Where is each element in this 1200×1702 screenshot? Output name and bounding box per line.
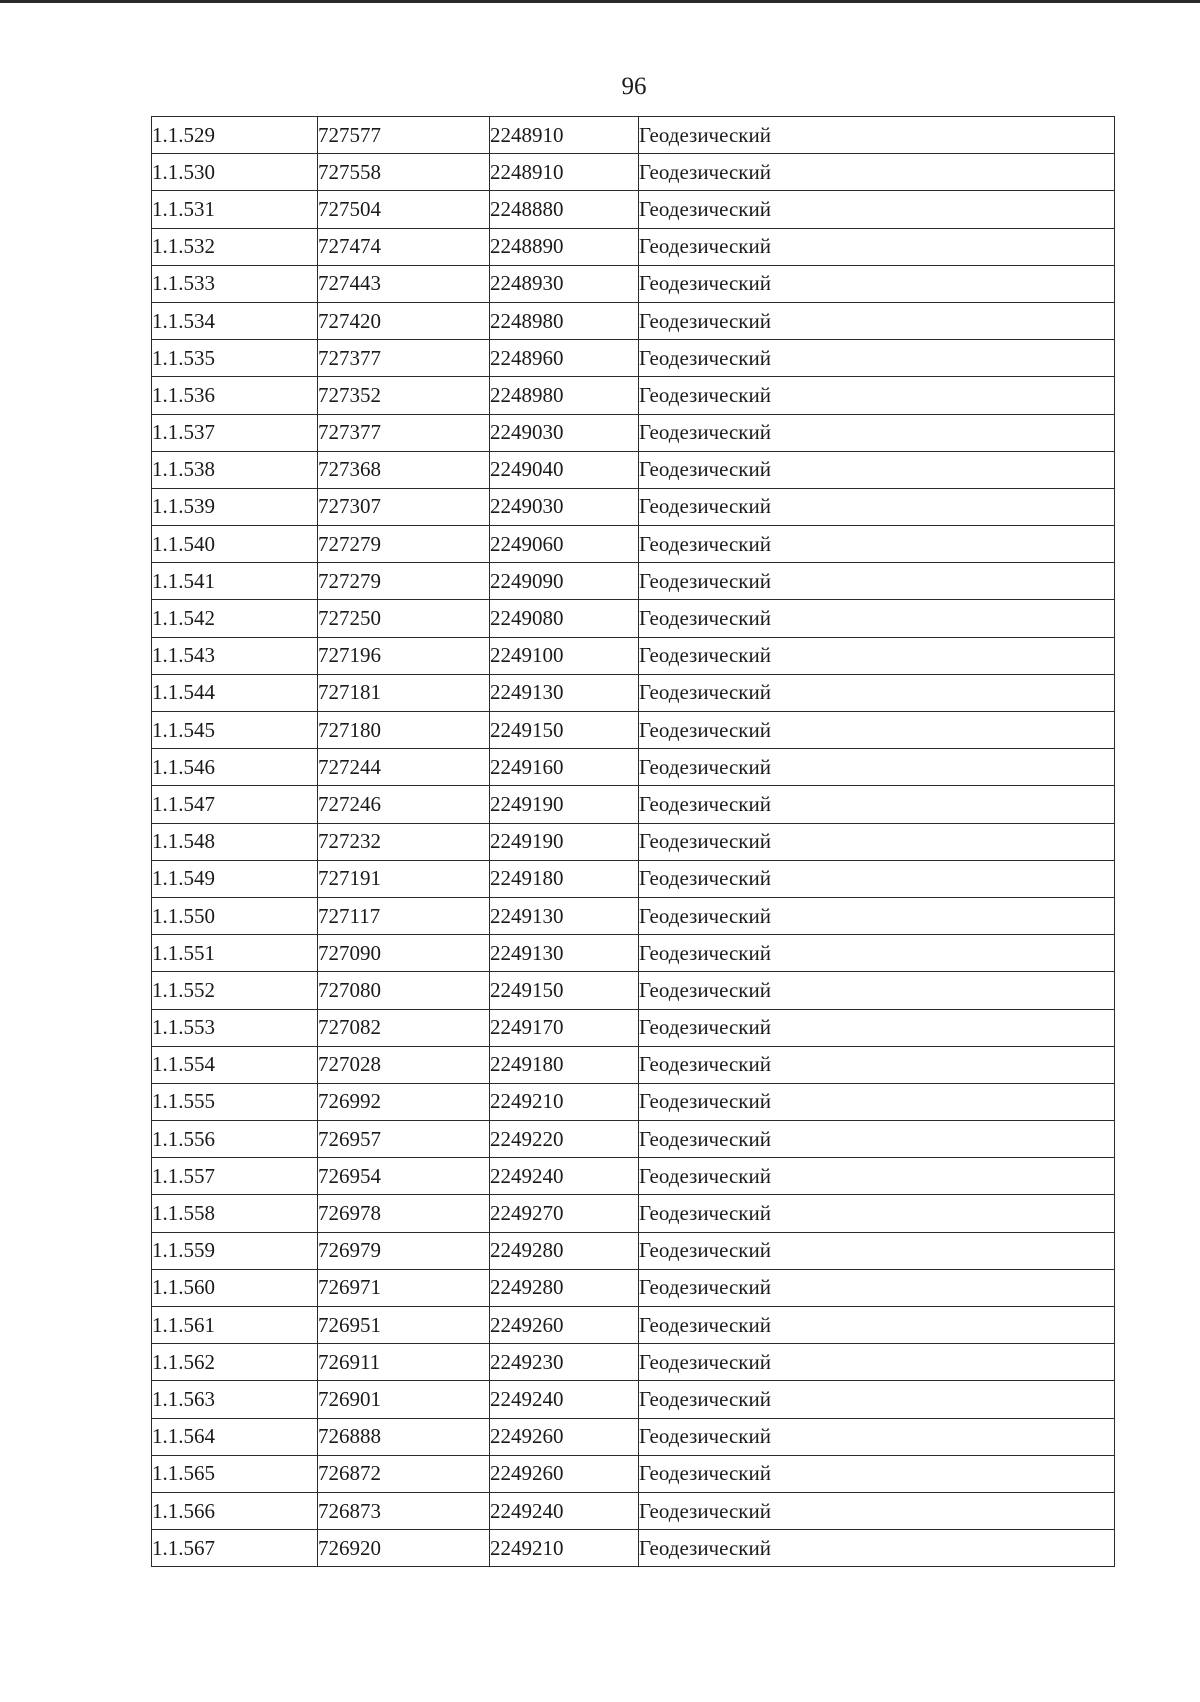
point-type-cell: Геодезический (639, 488, 1115, 525)
table-row (152, 637, 1115, 674)
point-number-cell: 1.1.564 (152, 1418, 318, 1455)
point-type-cell: Геодезический (639, 1121, 1115, 1158)
point-type-cell: Геодезический (639, 749, 1115, 786)
x-coordinate-cell: 727244 (318, 749, 490, 786)
x-coordinate-cell: 727250 (318, 600, 490, 637)
x-coordinate-cell: 726872 (318, 1455, 490, 1492)
point-number-cell: 1.1.531 (152, 191, 318, 228)
y-coordinate-cell: 2249040 (490, 451, 639, 488)
y-coordinate-cell: 2248890 (490, 228, 639, 265)
point-type-cell: Геодезический (639, 1530, 1115, 1567)
table-row (152, 749, 1115, 786)
x-coordinate-cell: 726978 (318, 1195, 490, 1232)
table-row (152, 191, 1115, 228)
y-coordinate-cell: 2249170 (490, 1009, 639, 1046)
table-row (152, 1307, 1115, 1344)
y-coordinate-cell: 2249100 (490, 637, 639, 674)
table-row (152, 228, 1115, 265)
point-number-cell: 1.1.547 (152, 786, 318, 823)
point-number-cell: 1.1.556 (152, 1121, 318, 1158)
y-coordinate-cell: 2249270 (490, 1195, 639, 1232)
point-type-cell: Геодезический (639, 228, 1115, 265)
point-type-cell: Геодезический (639, 637, 1115, 674)
point-type-cell: Геодезический (639, 1344, 1115, 1381)
x-coordinate-cell: 727279 (318, 526, 490, 563)
y-coordinate-cell: 2249160 (490, 749, 639, 786)
point-number-cell: 1.1.536 (152, 377, 318, 414)
y-coordinate-cell: 2249150 (490, 712, 639, 749)
table-row (152, 1492, 1115, 1529)
x-coordinate-cell: 727377 (318, 340, 490, 377)
point-number-cell: 1.1.552 (152, 972, 318, 1009)
y-coordinate-cell: 2249130 (490, 897, 639, 934)
x-coordinate-cell: 727352 (318, 377, 490, 414)
table-row (152, 1530, 1115, 1567)
point-number-cell: 1.1.560 (152, 1269, 318, 1306)
x-coordinate-cell: 726920 (318, 1530, 490, 1567)
point-number-cell: 1.1.558 (152, 1195, 318, 1232)
table-row (152, 897, 1115, 934)
x-coordinate-cell: 726957 (318, 1121, 490, 1158)
y-coordinate-cell: 2249220 (490, 1121, 639, 1158)
y-coordinate-cell: 2248930 (490, 265, 639, 302)
table-row (152, 1418, 1115, 1455)
y-coordinate-cell: 2249280 (490, 1269, 639, 1306)
y-coordinate-cell: 2249180 (490, 1046, 639, 1083)
y-coordinate-cell: 2248910 (490, 117, 639, 154)
table-row (152, 526, 1115, 563)
x-coordinate-cell: 726954 (318, 1158, 490, 1195)
y-coordinate-cell: 2249210 (490, 1083, 639, 1120)
point-type-cell: Геодезический (639, 1046, 1115, 1083)
table-row (152, 860, 1115, 897)
x-coordinate-cell: 727082 (318, 1009, 490, 1046)
x-coordinate-cell: 726971 (318, 1269, 490, 1306)
point-type-cell: Геодезический (639, 340, 1115, 377)
point-type-cell: Геодезический (639, 1269, 1115, 1306)
point-number-cell: 1.1.566 (152, 1492, 318, 1529)
y-coordinate-cell: 2249240 (490, 1158, 639, 1195)
x-coordinate-cell: 727474 (318, 228, 490, 265)
table-row (152, 712, 1115, 749)
point-number-cell: 1.1.550 (152, 897, 318, 934)
point-type-cell: Геодезический (639, 526, 1115, 563)
x-coordinate-cell: 727191 (318, 860, 490, 897)
point-number-cell: 1.1.530 (152, 154, 318, 191)
point-number-cell: 1.1.562 (152, 1344, 318, 1381)
point-type-cell: Геодезический (639, 860, 1115, 897)
table-row (152, 1232, 1115, 1269)
x-coordinate-cell: 727307 (318, 488, 490, 525)
table-row (152, 265, 1115, 302)
table-row (152, 340, 1115, 377)
y-coordinate-cell: 2249090 (490, 563, 639, 600)
x-coordinate-cell: 727117 (318, 897, 490, 934)
y-coordinate-cell: 2248880 (490, 191, 639, 228)
point-number-cell: 1.1.561 (152, 1307, 318, 1344)
point-type-cell: Геодезический (639, 1195, 1115, 1232)
table-row (152, 1121, 1115, 1158)
table-row (152, 1046, 1115, 1083)
point-type-cell: Геодезический (639, 1418, 1115, 1455)
table-row (152, 1344, 1115, 1381)
table-row (152, 674, 1115, 711)
point-number-cell: 1.1.551 (152, 935, 318, 972)
point-number-cell: 1.1.539 (152, 488, 318, 525)
y-coordinate-cell: 2249260 (490, 1455, 639, 1492)
point-type-cell: Геодезический (639, 154, 1115, 191)
point-type-cell: Геодезический (639, 191, 1115, 228)
y-coordinate-cell: 2249150 (490, 972, 639, 1009)
x-coordinate-cell: 727196 (318, 637, 490, 674)
point-number-cell: 1.1.555 (152, 1083, 318, 1120)
y-coordinate-cell: 2249240 (490, 1381, 639, 1418)
table-row (152, 117, 1115, 154)
point-type-cell: Геодезический (639, 1232, 1115, 1269)
y-coordinate-cell: 2248960 (490, 340, 639, 377)
table-row (152, 972, 1115, 1009)
point-number-cell: 1.1.557 (152, 1158, 318, 1195)
x-coordinate-cell: 726911 (318, 1344, 490, 1381)
point-number-cell: 1.1.532 (152, 228, 318, 265)
x-coordinate-cell: 727246 (318, 786, 490, 823)
table-row (152, 563, 1115, 600)
point-type-cell: Геодезический (639, 302, 1115, 339)
x-coordinate-cell: 726951 (318, 1307, 490, 1344)
table-row (152, 786, 1115, 823)
point-number-cell: 1.1.540 (152, 526, 318, 563)
y-coordinate-cell: 2248910 (490, 154, 639, 191)
point-type-cell: Геодезический (639, 414, 1115, 451)
coordinates-table (151, 116, 1115, 1567)
point-type-cell: Геодезический (639, 117, 1115, 154)
x-coordinate-cell: 726992 (318, 1083, 490, 1120)
y-coordinate-cell: 2248980 (490, 302, 639, 339)
table-row (152, 935, 1115, 972)
point-type-cell: Геодезический (639, 377, 1115, 414)
table-row (152, 823, 1115, 860)
table-row (152, 1269, 1115, 1306)
point-number-cell: 1.1.549 (152, 860, 318, 897)
point-number-cell: 1.1.554 (152, 1046, 318, 1083)
y-coordinate-cell: 2249210 (490, 1530, 639, 1567)
y-coordinate-cell: 2249230 (490, 1344, 639, 1381)
y-coordinate-cell: 2249080 (490, 600, 639, 637)
x-coordinate-cell: 727180 (318, 712, 490, 749)
table-row (152, 1195, 1115, 1232)
y-coordinate-cell: 2249280 (490, 1232, 639, 1269)
y-coordinate-cell: 2249180 (490, 860, 639, 897)
point-number-cell: 1.1.545 (152, 712, 318, 749)
point-number-cell: 1.1.544 (152, 674, 318, 711)
x-coordinate-cell: 726979 (318, 1232, 490, 1269)
point-type-cell: Геодезический (639, 1455, 1115, 1492)
x-coordinate-cell: 727558 (318, 154, 490, 191)
point-number-cell: 1.1.543 (152, 637, 318, 674)
x-coordinate-cell: 727090 (318, 935, 490, 972)
point-number-cell: 1.1.546 (152, 749, 318, 786)
x-coordinate-cell: 727028 (318, 1046, 490, 1083)
x-coordinate-cell: 726901 (318, 1381, 490, 1418)
point-type-cell: Геодезический (639, 1492, 1115, 1529)
point-type-cell: Геодезический (639, 712, 1115, 749)
point-type-cell: Геодезический (639, 897, 1115, 934)
point-type-cell: Геодезический (639, 935, 1115, 972)
point-type-cell: Геодезический (639, 1381, 1115, 1418)
y-coordinate-cell: 2249060 (490, 526, 639, 563)
y-coordinate-cell: 2249260 (490, 1418, 639, 1455)
point-type-cell: Геодезический (639, 1009, 1115, 1046)
x-coordinate-cell: 727232 (318, 823, 490, 860)
x-coordinate-cell: 727577 (318, 117, 490, 154)
y-coordinate-cell: 2249260 (490, 1307, 639, 1344)
point-number-cell: 1.1.567 (152, 1530, 318, 1567)
y-coordinate-cell: 2249130 (490, 674, 639, 711)
table-body (152, 117, 1115, 1567)
x-coordinate-cell: 727443 (318, 265, 490, 302)
point-type-cell: Геодезический (639, 1307, 1115, 1344)
x-coordinate-cell: 727504 (318, 191, 490, 228)
point-type-cell: Геодезический (639, 265, 1115, 302)
point-type-cell: Геодезический (639, 1158, 1115, 1195)
point-number-cell: 1.1.533 (152, 265, 318, 302)
point-number-cell: 1.1.559 (152, 1232, 318, 1269)
point-number-cell: 1.1.534 (152, 302, 318, 339)
table-row (152, 451, 1115, 488)
x-coordinate-cell: 727368 (318, 451, 490, 488)
table-row (152, 414, 1115, 451)
y-coordinate-cell: 2249240 (490, 1492, 639, 1529)
point-type-cell: Геодезический (639, 600, 1115, 637)
point-number-cell: 1.1.563 (152, 1381, 318, 1418)
point-type-cell: Геодезический (639, 786, 1115, 823)
point-number-cell: 1.1.548 (152, 823, 318, 860)
point-type-cell: Геодезический (639, 1083, 1115, 1120)
point-number-cell: 1.1.542 (152, 600, 318, 637)
table-row (152, 600, 1115, 637)
table-row (152, 1381, 1115, 1418)
table-row (152, 488, 1115, 525)
table-row (152, 1009, 1115, 1046)
page-number: 96 (621, 73, 647, 100)
y-coordinate-cell: 2249190 (490, 786, 639, 823)
table-row (152, 302, 1115, 339)
point-number-cell: 1.1.537 (152, 414, 318, 451)
point-number-cell: 1.1.538 (152, 451, 318, 488)
table-row (152, 1083, 1115, 1120)
table-row (152, 1455, 1115, 1492)
x-coordinate-cell: 726888 (318, 1418, 490, 1455)
table-row (152, 154, 1115, 191)
x-coordinate-cell: 727377 (318, 414, 490, 451)
point-number-cell: 1.1.535 (152, 340, 318, 377)
point-type-cell: Геодезический (639, 451, 1115, 488)
x-coordinate-cell: 727420 (318, 302, 490, 339)
point-number-cell: 1.1.565 (152, 1455, 318, 1492)
y-coordinate-cell: 2249030 (490, 414, 639, 451)
point-number-cell: 1.1.553 (152, 1009, 318, 1046)
y-coordinate-cell: 2248980 (490, 377, 639, 414)
x-coordinate-cell: 727080 (318, 972, 490, 1009)
point-type-cell: Геодезический (639, 674, 1115, 711)
y-coordinate-cell: 2249130 (490, 935, 639, 972)
point-number-cell: 1.1.541 (152, 563, 318, 600)
point-type-cell: Геодезический (639, 563, 1115, 600)
x-coordinate-cell: 727279 (318, 563, 490, 600)
scan-top-edge (0, 0, 1200, 3)
point-number-cell: 1.1.529 (152, 117, 318, 154)
point-type-cell: Геодезический (639, 823, 1115, 860)
x-coordinate-cell: 726873 (318, 1492, 490, 1529)
y-coordinate-cell: 2249030 (490, 488, 639, 525)
x-coordinate-cell: 727181 (318, 674, 490, 711)
y-coordinate-cell: 2249190 (490, 823, 639, 860)
table-row (152, 377, 1115, 414)
table-row (152, 1158, 1115, 1195)
point-type-cell: Геодезический (639, 972, 1115, 1009)
